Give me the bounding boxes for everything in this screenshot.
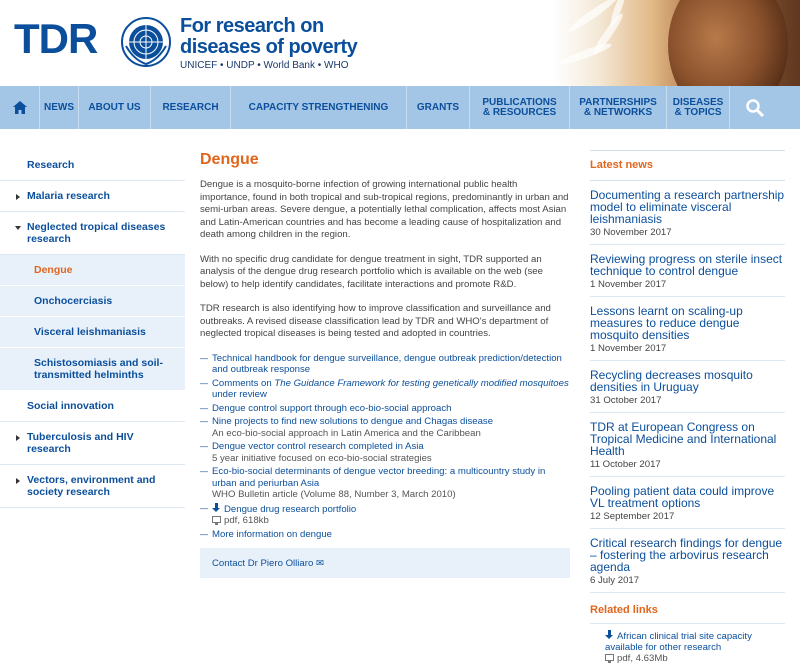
link-drug-research-portfolio[interactable]: Dengue drug research portfolio bbox=[224, 503, 357, 515]
related-links-heading: Related links bbox=[590, 604, 658, 616]
news-date: 30 November 2017 bbox=[590, 227, 672, 238]
link-suffix: under review bbox=[212, 389, 267, 400]
news-headline[interactable]: Critical research findings for dengue – fostering the arbovirus research agenda bbox=[590, 536, 783, 574]
tagline-line-1: For research on bbox=[180, 15, 324, 37]
news-date: 12 September 2017 bbox=[590, 511, 675, 522]
news-item bbox=[590, 477, 785, 529]
nav-search[interactable] bbox=[730, 86, 780, 129]
list-item bbox=[200, 503, 570, 527]
link-prefix: Comments on bbox=[212, 377, 275, 389]
nav-publications-resources[interactable]: PUBLICATIONS & RESOURCES bbox=[470, 86, 570, 129]
nav-home[interactable] bbox=[0, 86, 40, 129]
news-date: 6 July 2017 bbox=[590, 575, 640, 586]
download-icon bbox=[605, 630, 614, 640]
intro-paragraph: Dengue is a mosquito-borne infection of growing international public health importance, found in both tropical and sub-tropical regions, predominantly in urban and semi-urban areas. Severe dengue, a potentially lethal complication, affects most Asian and Latin-American countries and has become a leading cause of hospitalization and death among children in the region. bbox=[200, 179, 569, 240]
news-headline[interactable]: TDR at European Congress on Tropical Medicine and International Health bbox=[590, 420, 777, 458]
link-technical-handbook[interactable]: Technical handbook for dengue surveillance, dengue outbreak prediction/detection and outbreak response bbox=[212, 352, 562, 375]
list-item bbox=[200, 466, 570, 501]
drug-paragraph: With no specific drug candidate for dengue treatment in sight, TDR supported an analysis of the dengue drug research portfolio which is available on the web (see below) to help identify candidates, facilitate interactions and promote R&D. bbox=[200, 253, 543, 290]
sidebar-item-tuberculosis-hiv[interactable] bbox=[0, 422, 185, 465]
news-date: 1 November 2017 bbox=[590, 279, 667, 290]
contact-link[interactable]: Contact Dr Piero Olliaro bbox=[212, 558, 314, 569]
site-header bbox=[0, 0, 800, 86]
sidebar-item-vectors-environment[interactable] bbox=[0, 465, 185, 508]
link-nine-projects[interactable]: Nine projects to find new solutions to dengue and Chagas disease bbox=[212, 416, 494, 427]
home-icon bbox=[13, 101, 27, 114]
chevron-right-icon bbox=[16, 478, 20, 484]
news-headline[interactable]: Documenting a research partnership model to eliminate visceral leishmaniasis bbox=[590, 188, 785, 226]
pdf-file-icon bbox=[605, 654, 614, 661]
link-more-information[interactable]: More information on dengue bbox=[212, 528, 332, 540]
nav-partnerships-networks[interactable]: PARTNERSHIPS & NETWORKS bbox=[570, 86, 667, 129]
link-dengue-control-support[interactable]: Dengue control support through eco-bio-social approach bbox=[212, 402, 452, 414]
list-item bbox=[200, 378, 570, 401]
news-date: 11 October 2017 bbox=[590, 459, 661, 470]
link-subtitle: WHO Bulletin article (Volume 88, Number 3, March 2010) bbox=[212, 489, 456, 500]
chevron-right-icon bbox=[16, 194, 20, 200]
sidebar-item-label: Social innovation bbox=[27, 400, 114, 412]
tdr-logo[interactable]: TDR bbox=[14, 15, 98, 62]
news-sidebar bbox=[590, 150, 785, 664]
news-headline[interactable]: Recycling decreases mosquito densities in Uruguay bbox=[590, 368, 753, 394]
nav-about-us[interactable]: ABOUT US bbox=[79, 86, 151, 129]
file-info bbox=[605, 653, 785, 664]
nav-diseases-topics[interactable]: DISEASES & TOPICS bbox=[667, 86, 730, 129]
link-subtitle: An eco-bio-social approach in Latin America and the Caribbean bbox=[212, 427, 481, 439]
news-item bbox=[590, 245, 785, 297]
contact-box bbox=[200, 548, 570, 578]
sidebar-subitem-onchocerciasis[interactable]: Onchocerciasis bbox=[0, 286, 185, 317]
news-headline[interactable]: Reviewing progress on sterile insect technique to control dengue bbox=[590, 252, 783, 278]
news-item bbox=[590, 361, 785, 413]
list-item bbox=[200, 353, 570, 376]
related-link[interactable]: African clinical trial site capacity available for other research bbox=[605, 631, 752, 653]
news-headline[interactable]: Pooling patient data could improve VL treatment options bbox=[590, 484, 775, 510]
related-link-item bbox=[590, 623, 785, 664]
main-nav bbox=[0, 86, 800, 129]
search-icon bbox=[746, 99, 764, 117]
pdf-file-icon bbox=[212, 516, 221, 523]
sidebar-item-label: Malaria research bbox=[27, 190, 110, 202]
resource-links-list bbox=[200, 353, 570, 541]
sidebar-item-neglected-tropical-diseases[interactable] bbox=[0, 212, 185, 255]
un-globe-icon bbox=[120, 16, 172, 68]
file-size: pdf, 4.63Mb bbox=[617, 653, 668, 664]
file-info bbox=[212, 515, 570, 527]
news-item bbox=[590, 181, 785, 245]
sidebar-subitem-dengue[interactable]: Dengue bbox=[0, 255, 185, 286]
sidebar-item-label: Research bbox=[27, 159, 75, 171]
news-date: 1 November 2017 bbox=[590, 343, 667, 354]
link-vector-control-research[interactable]: Dengue vector control research completed in Asia bbox=[212, 441, 424, 452]
sidebar-nav bbox=[0, 150, 185, 508]
chevron-down-icon bbox=[15, 226, 21, 230]
sidebar-item-social-innovation[interactable] bbox=[0, 391, 185, 422]
sidebar-item-research[interactable] bbox=[0, 150, 185, 181]
sponsors-line: UNICEF • UNDP • World Bank • WHO bbox=[180, 60, 349, 71]
page-title: Dengue bbox=[200, 151, 259, 168]
link-eco-bio-social-determinants[interactable]: Eco-bio-social determinants of dengue vector breeding: a multicountry study in urban and periurban Asia bbox=[212, 466, 546, 489]
latest-news-heading: Latest news bbox=[590, 150, 785, 181]
list-item bbox=[200, 403, 570, 415]
sidebar-subitem-schistosomiasis[interactable]: Schistosomiasis and soil-transmitted helminths bbox=[0, 348, 185, 391]
sidebar-subitem-visceral-leishmaniasis[interactable]: Visceral leishmaniasis bbox=[0, 317, 185, 348]
list-item bbox=[200, 529, 570, 541]
news-item bbox=[590, 297, 785, 361]
news-item bbox=[590, 413, 785, 477]
link-subtitle: 5 year initiative focused on eco-bio-social strategies bbox=[212, 452, 432, 464]
header-photo bbox=[553, 0, 800, 86]
news-date: 31 October 2017 bbox=[590, 395, 662, 406]
link-guidance-framework[interactable]: The Guidance Framework for testing genetically modified mosquitoes bbox=[274, 377, 569, 389]
list-item bbox=[200, 416, 570, 439]
chevron-right-icon bbox=[16, 435, 20, 441]
download-icon bbox=[212, 503, 221, 513]
main-content bbox=[200, 150, 570, 578]
list-item bbox=[200, 441, 570, 464]
sidebar-item-malaria-research[interactable] bbox=[0, 181, 185, 212]
email-icon: ✉ bbox=[315, 558, 325, 569]
sidebar-item-label: Tuberculosis and HIV research bbox=[27, 431, 134, 455]
nav-capacity-strengthening[interactable]: CAPACITY STRENGTHENING bbox=[231, 86, 407, 129]
news-item bbox=[590, 529, 785, 593]
file-size: pdf, 618kb bbox=[224, 515, 269, 526]
nav-grants[interactable]: GRANTS bbox=[407, 86, 470, 129]
tagline-line-2: diseases of poverty bbox=[180, 36, 358, 58]
sidebar-item-label: Neglected tropical diseases research bbox=[27, 221, 166, 245]
nav-news[interactable]: NEWS bbox=[40, 86, 79, 129]
nav-research[interactable]: RESEARCH bbox=[151, 86, 231, 129]
sidebar-item-label: Vectors, environment and society research bbox=[27, 474, 156, 498]
news-headline[interactable]: Lessons learnt on scaling-up measures to reduce dengue mosquito densities bbox=[590, 304, 743, 342]
research-paragraph: TDR research is also identifying how to improve classification and surveillance and outbreaks. A revised disease classification lead by TDR and WHO's department of neglected tropical diseases is being tested and adopted in countries. bbox=[200, 303, 551, 339]
